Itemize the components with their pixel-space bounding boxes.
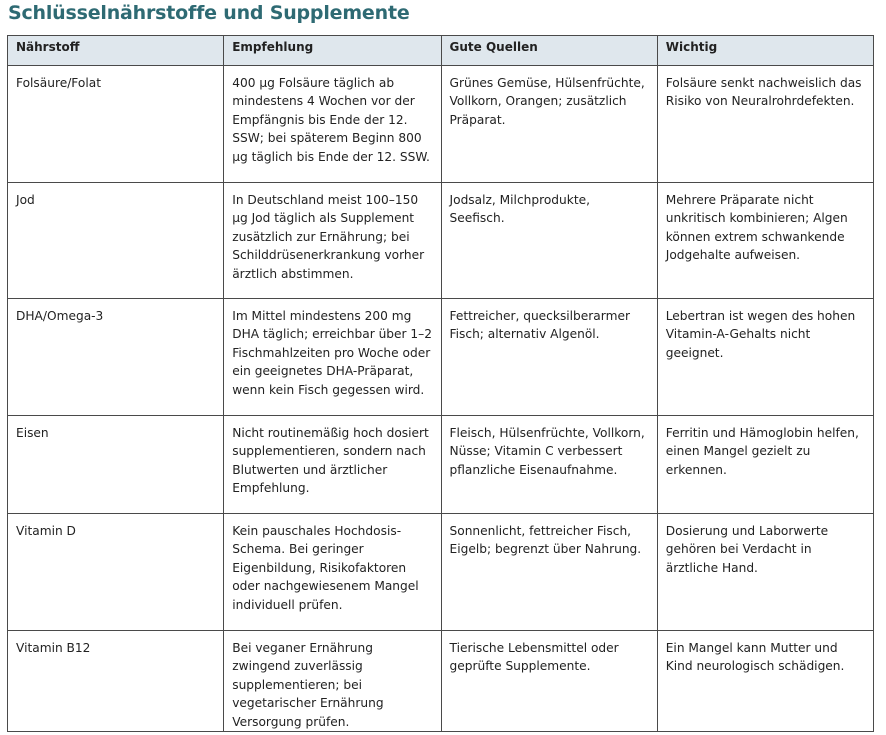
cell-wichtig: Folsäure senkt nachweislich das Risiko von Neuralrohrdefekten. — [657, 66, 873, 183]
table-header-row — [8, 36, 874, 66]
cell-empfehlung: Nicht routinemäßig hoch dosiert supplementieren, sondern nach Blutwerten und ärztlicher Empfehlung. — [224, 416, 441, 514]
cell-quellen: Fettreicher, quecksilberarmer Fisch; alternativ Algenöl. — [441, 299, 657, 416]
column-header-gute-quellen: Gute Quellen — [441, 36, 657, 66]
cell-empfehlung: In Deutschland meist 100–150 µg Jod täglich als Supplement zusätzlich zur Ernährung; bei Schilddrüsenerkrankung vorher ärztlich abstimmen. — [224, 183, 441, 299]
page-title: Schlüsselnährstoffe und Supplemente — [8, 2, 410, 24]
cell-quellen: Tierische Lebensmittel oder geprüfte Supplemente. — [441, 631, 657, 732]
column-header-empfehlung: Empfehlung — [224, 36, 441, 66]
cell-wichtig: Dosierung und Laborwerte gehören bei Verdacht in ärztliche Hand. — [657, 514, 873, 631]
table-row — [8, 183, 874, 299]
cell-naehrstoff: Eisen — [8, 416, 224, 514]
cell-quellen: Fleisch, Hülsenfrüchte, Vollkorn, Nüsse; Vitamin C verbessert pflanzliche Eisenaufnahme. — [441, 416, 657, 514]
table-row — [8, 631, 874, 732]
cell-quellen: Sonnenlicht, fettreicher Fisch, Eigelb; begrenzt über Nahrung. — [441, 514, 657, 631]
column-header-naehrstoff: Nährstoff — [8, 36, 224, 66]
column-header-wichtig: Wichtig — [657, 36, 873, 66]
cell-quellen: Jodsalz, Milchprodukte, Seefisch. — [441, 183, 657, 299]
cell-empfehlung: Bei veganer Ernährung zwingend zuverlässig supplementieren; bei vegetarischer Ernährung Versorgung prüfen. — [224, 631, 441, 732]
cell-empfehlung: Im Mittel mindestens 200 mg DHA täglich; erreichbar über 1–2 Fischmahlzeiten pro Woche oder ein geeignetes DHA-Präparat, wenn kein Fisch gegessen wird. — [224, 299, 441, 416]
cell-empfehlung: Kein pauschales Hochdosis-Schema. Bei geringer Eigenbildung, Risikofaktoren oder nachgewiesenem Mangel individuell prüfen. — [224, 514, 441, 631]
cell-naehrstoff: DHA/Omega-3 — [8, 299, 224, 416]
cell-wichtig: Ein Mangel kann Mutter und Kind neurologisch schädigen. — [657, 631, 873, 732]
table-row — [8, 66, 874, 183]
cell-wichtig: Mehrere Präparate nicht unkritisch kombinieren; Algen können extrem schwankende Jodgehalte aufweisen. — [657, 183, 873, 299]
table-row — [8, 299, 874, 416]
nutrient-table — [7, 35, 874, 732]
table-row — [8, 514, 874, 631]
cell-wichtig: Lebertran ist wegen des hohen Vitamin-A-Gehalts nicht geeignet. — [657, 299, 873, 416]
cell-empfehlung: 400 µg Folsäure täglich ab mindestens 4 Wochen vor der Empfängnis bis Ende der 12. SSW; bei späterem Beginn 800 µg täglich bis Ende der 12. SSW. — [224, 66, 441, 183]
cell-naehrstoff: Jod — [8, 183, 224, 299]
table-row — [8, 416, 874, 514]
cell-naehrstoff: Vitamin D — [8, 514, 224, 631]
cell-naehrstoff: Folsäure/Folat — [8, 66, 224, 183]
cell-wichtig: Ferritin und Hämoglobin helfen, einen Mangel gezielt zu erkennen. — [657, 416, 873, 514]
cell-naehrstoff: Vitamin B12 — [8, 631, 224, 732]
cell-quellen: Grünes Gemüse, Hülsenfrüchte, Vollkorn, Orangen; zusätzlich Präparat. — [441, 66, 657, 183]
